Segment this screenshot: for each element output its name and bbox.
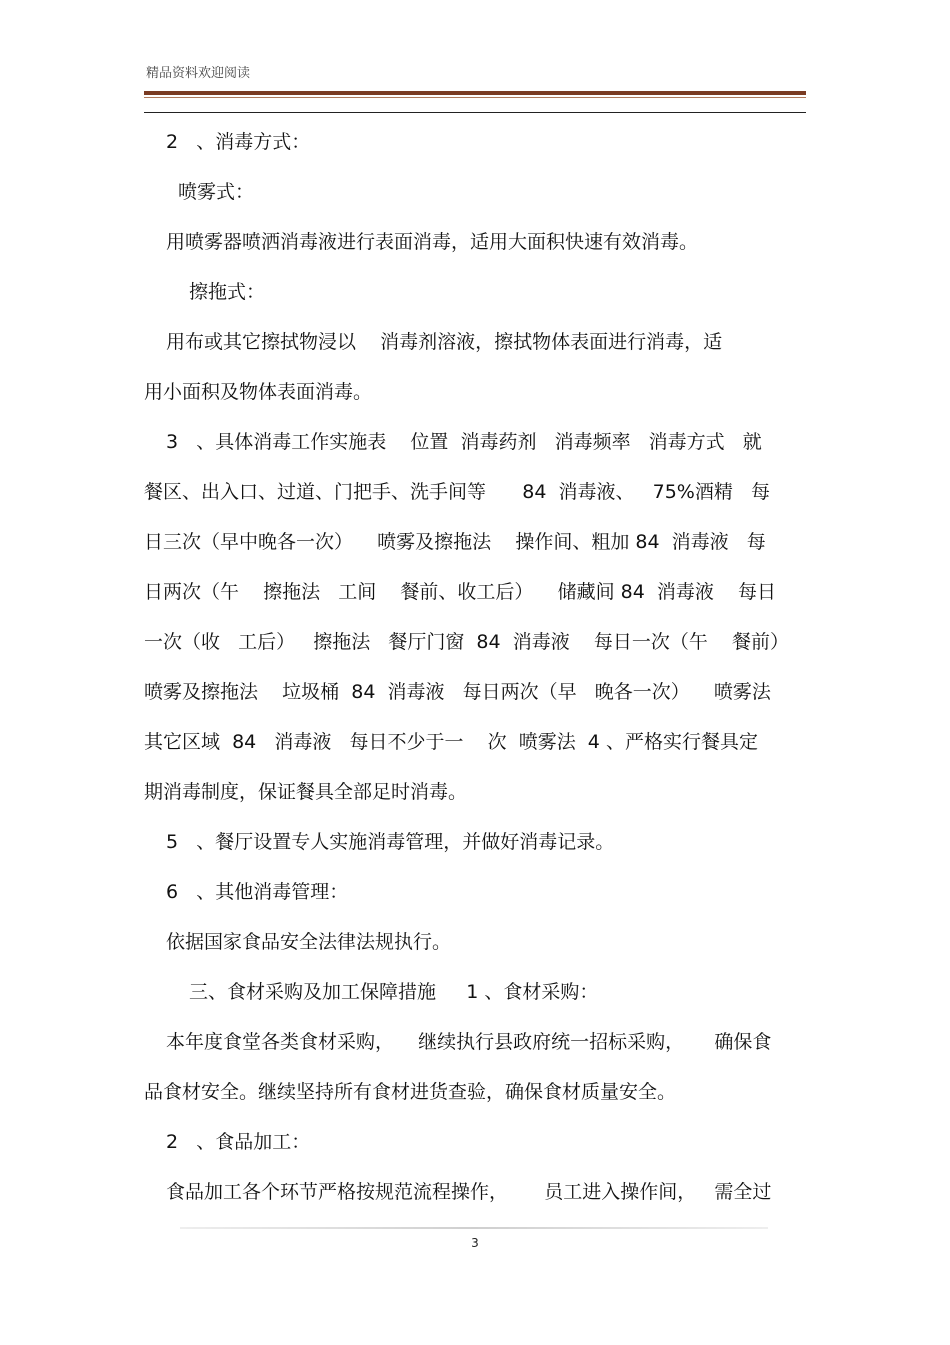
body-line: 日两次（午 擦拖法 工间 餐前、收工后） 储藏间 84 消毒液 每日 (144, 581, 777, 603)
body-line: 期消毒制度，保证餐具全部足时消毒。 (144, 781, 468, 803)
header-divider-thin (144, 97, 806, 98)
body-line: 餐区、出入口、过道、门把手、洗手间等 84 消毒液、 75%酒精 每 (144, 481, 770, 503)
body-line: 三、食材采购及加工保障措施 1 、食材采购： (189, 981, 599, 1003)
page-number: 3 (471, 1236, 479, 1250)
header-divider-thick (144, 91, 806, 95)
body-line: 一次（收 工后） 擦拖法 餐厅门窗 84 消毒液 每日一次（午 餐前） (144, 631, 790, 653)
body-line: 6 、其他消毒管理： (166, 881, 349, 903)
body-line: 5 、餐厅设置专人实施消毒管理，并做好消毒记录。 (166, 831, 615, 853)
body-line: 擦拖式： (189, 281, 266, 303)
body-line: 2 、消毒方式： (166, 131, 311, 153)
body-line: 2 、食品加工： (166, 1131, 311, 1153)
body-line: 本年度食堂各类食材采购， 继续执行县政府统一招标采购， 确保食 (166, 1031, 772, 1053)
footer-divider (180, 1227, 768, 1229)
body-line: 3 、具体消毒工作实施表 位置 消毒药剂 消毒频率 消毒方式 就 (166, 431, 762, 453)
header-divider-black (144, 112, 806, 113)
body-line: 用布或其它擦拭物浸以 消毒剂溶液，擦拭物体表面进行消毒，适 (166, 331, 723, 353)
body-line: 喷雾及擦拖法 垃圾桶 84 消毒液 每日两次（早 晚各一次） 喷雾法 (144, 681, 771, 703)
body-line: 用小面积及物体表面消毒。 (144, 381, 373, 403)
body-line: 用喷雾器喷洒消毒液进行表面消毒，适用大面积快速有效消毒。 (166, 231, 699, 253)
body-line: 品食材安全。继续坚持所有食材进货查验，确保食材质量安全。 (144, 1081, 677, 1103)
body-line: 依据国家食品安全法律法规执行。 (166, 931, 452, 953)
body-line: 食品加工各个环节严格按规范流程操作， 员工进入操作间， 需全过 (166, 1181, 772, 1203)
body-line: 喷雾式： (178, 181, 255, 203)
body-line: 其它区域 84 消毒液 每日不少于一 次 喷雾法 4 、严格实行餐具定 (144, 731, 758, 753)
body-line: 日三次（早中晚各一次） 喷雾及擦拖法 操作间、粗加 84 消毒液 每 (144, 531, 766, 553)
header-title: 精品资料欢迎阅读 (146, 66, 251, 81)
